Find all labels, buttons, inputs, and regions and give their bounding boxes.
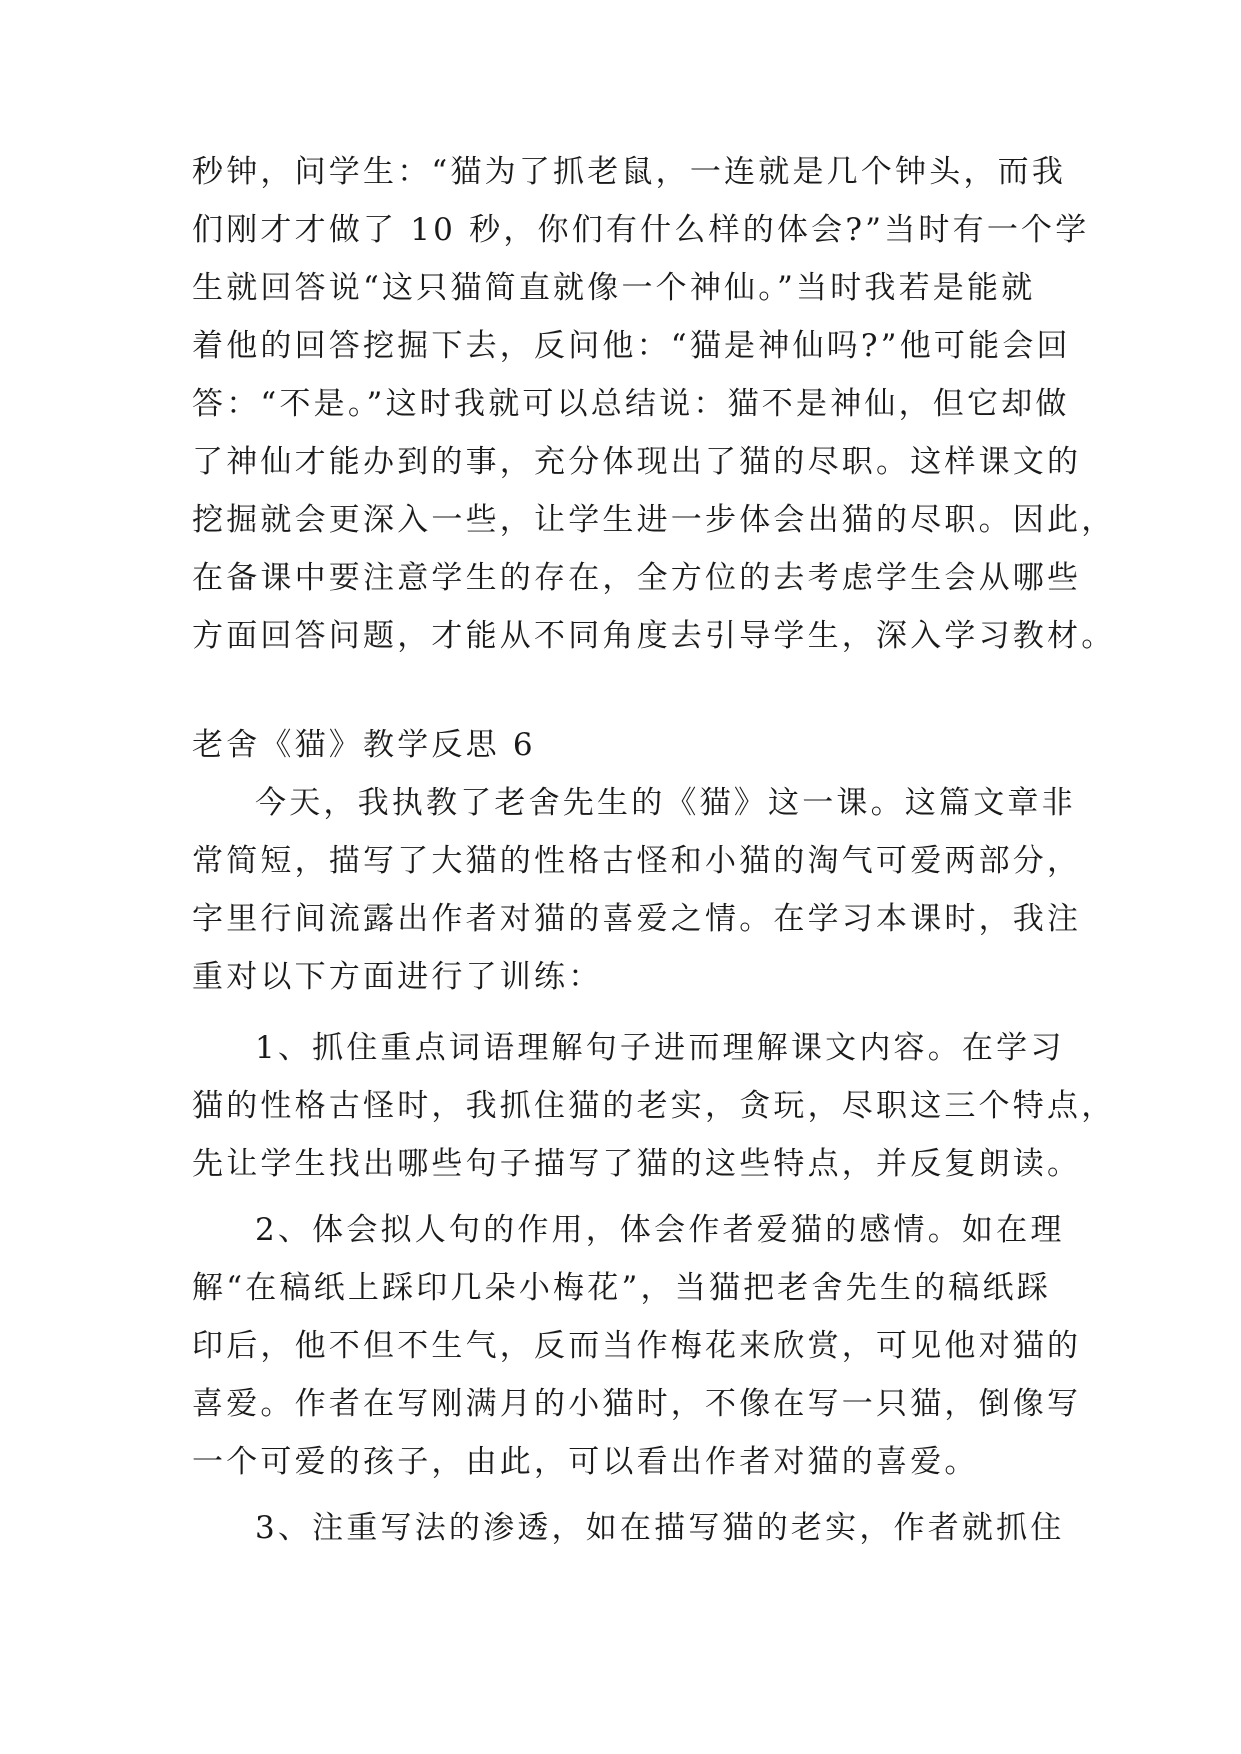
text-line: 着他的回答挖掘下去，反问他：“猫是神仙吗?”他可能会回 [192, 328, 1071, 364]
text-line: 2、体会拟人句的作用，体会作者爱猫的感情。如在理 [255, 1212, 1065, 1248]
text-line: 重对以下方面进行了训练： [192, 959, 603, 995]
text-line: 了神仙才能办到的事，充分体现出了猫的尽职。这样课文的 [192, 444, 1082, 480]
text-line: 秒钟，问学生：“猫为了抓老鼠，一连就是几个钟头，而我 [192, 154, 1067, 190]
text-line: 方面回答问题，才能从不同角度去引导学生，深入学习教材。 [192, 618, 1116, 654]
text-line: 3、注重写法的渗透，如在描写猫的老实，作者就抓住 [255, 1510, 1065, 1546]
text-line: 今天，我执教了老舍先生的《猫》这一课。这篇文章非 [255, 785, 1076, 821]
text-line: 生就回答说“这只猫简直就像一个神仙。”当时我若是能就 [192, 270, 1036, 306]
text-line: 常简短，描写了大猫的性格古怪和小猫的淘气可爱两部分， [192, 843, 1082, 879]
text-line: 1、抓住重点词语理解句子进而理解课文内容。在学习 [255, 1030, 1065, 1066]
text-line: 一个可爱的孩子，由此，可以看出作者对猫的喜爱。 [192, 1444, 979, 1480]
section-title: 老舍《猫》教学反思 6 [192, 727, 536, 763]
text-line: 挖掘就会更深入一些，让学生进一步体会出猫的尽职。因此， [192, 502, 1116, 538]
text-line: 先让学生找出哪些句子描写了猫的这些特点，并反复朗读。 [192, 1146, 1082, 1182]
text-line: 解“在稿纸上踩印几朵小梅花”，当猫把老舍先生的稿纸踩 [192, 1270, 1051, 1306]
text-line: 印后，他不但不生气，反而当作梅花来欣赏，可见他对猫的 [192, 1328, 1082, 1364]
text-line: 们刚才才做了 10 秒，你们有什么样的体会?”当时有一个学 [192, 212, 1090, 248]
text-line: 答：“不是。”这时我就可以总结说：猫不是神仙，但它却做 [192, 386, 1070, 422]
text-line: 在备课中要注意学生的存在，全方位的去考虑学生会从哪些 [192, 560, 1082, 596]
text-line: 喜爱。作者在写刚满月的小猫时，不像在写一只猫，倒像写 [192, 1386, 1082, 1422]
text-line: 字里行间流露出作者对猫的喜爱之情。在学习本课时，我注 [192, 901, 1082, 937]
text-line: 猫的性格古怪时，我抓住猫的老实，贪玩，尽职这三个特点， [192, 1088, 1116, 1124]
